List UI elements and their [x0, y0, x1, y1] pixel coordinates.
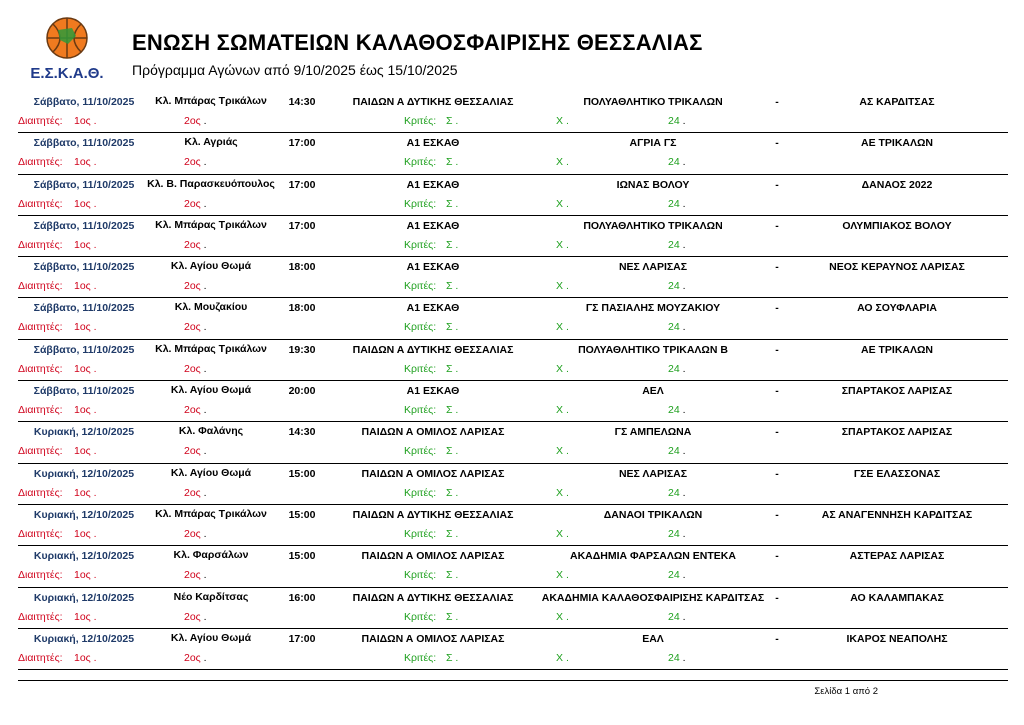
officials-line: [18, 528, 1008, 542]
home-team: ΑΚΑΔΗΜΙΑ ΦΑΡΣΑΛΩΝ ΕΝΤΕΚΑ: [570, 550, 736, 563]
shot-clock-operator: 24 .: [668, 527, 686, 540]
match-category: ΠΑΙΔΩΝ Α ΟΜΙΛΟΣ ΛΑΡΙΣΑΣ: [361, 632, 505, 645]
table-row: [18, 629, 1008, 670]
referee-2: 2ος .: [184, 197, 207, 210]
away-team: ΣΠΑΡΤΑΚΟΣ ΛΑΡΙΣΑΣ: [841, 385, 953, 398]
match-time: 17:00: [288, 219, 316, 232]
judges-label: Κριτές:: [404, 115, 437, 127]
match-venue: Νέο Καρδίτσας: [173, 591, 249, 603]
match-venue: Κλ. Φαλάνης: [178, 426, 244, 438]
away-team: ΙΚΑΡΟΣ ΝΕΑΠΟΛΗΣ: [846, 632, 948, 645]
referees-label: Διαιτητές:: [18, 362, 63, 375]
table-row: [18, 588, 1008, 629]
match-info-line: [18, 179, 1008, 195]
referee-2: 2ος .: [184, 404, 207, 417]
officials-line: [18, 363, 1008, 377]
match-category: Α1 ΕΣΚΑΘ: [406, 302, 460, 315]
referee-1: 1ος .: [74, 404, 97, 417]
shot-clock-operator: 24 .: [668, 569, 686, 582]
scorer: Σ .: [446, 197, 459, 210]
referee-1: 1ος .: [74, 445, 97, 458]
away-team: ΓΣΕ ΕΛΑΣΣΟΝΑΣ: [853, 467, 941, 480]
away-team: ΝΕΟΣ ΚΕΡΑΥΝΟΣ ΛΑΡΙΣΑΣ: [829, 261, 965, 274]
team-separator: -: [775, 508, 779, 521]
scorer: Σ .: [446, 280, 459, 293]
match-category: ΠΑΙΔΩΝ Α ΟΜΙΛΟΣ ΛΑΡΙΣΑΣ: [361, 467, 505, 480]
page-title: ΕΝΩΣΗ ΣΩΜΑΤΕΙΩΝ ΚΑΛΑΘΟΣΦΑΙΡΙΣΗΣ ΘΕΣΣΑΛΙΑΣ: [132, 30, 703, 55]
officials-line: [18, 445, 1008, 459]
match-venue: Κλ. Φαρσάλων: [173, 550, 249, 562]
officials-line: [18, 652, 1008, 666]
match-venue: Κλ. Μουζακίου: [174, 302, 248, 314]
match-info-line: [18, 592, 1008, 608]
match-date: Κυριακή, 12/10/2025: [33, 632, 135, 645]
table-row: [18, 505, 1008, 546]
team-separator: -: [775, 385, 779, 398]
team-separator: -: [775, 426, 779, 439]
table-row: [18, 546, 1008, 587]
team-separator: -: [775, 261, 779, 274]
match-time: 15:00: [288, 550, 316, 563]
scorer: Σ .: [446, 115, 459, 127]
home-team: ΝΕΣ ΛΑΡΙΣΑΣ: [618, 467, 688, 480]
table-row: [18, 175, 1008, 216]
team-separator: -: [775, 178, 779, 191]
referee-2: 2ος .: [184, 321, 207, 334]
home-team: ΕΑΛ: [642, 632, 664, 645]
away-team: ΑΟ ΣΟΥΦΛΑΡΙΑ: [857, 302, 937, 315]
timekeeper: Χ .: [556, 445, 569, 458]
referee-2: 2ος .: [184, 156, 207, 169]
match-venue: Κλ. Αγριάς: [184, 137, 238, 149]
away-team: ΔΑΝΑΟΣ 2022: [861, 178, 933, 191]
judges-label: Κριτές:: [404, 445, 437, 458]
match-time: 17:00: [288, 178, 316, 191]
judges-label: Κριτές:: [404, 569, 437, 582]
match-category: Α1 ΕΣΚΑΘ: [406, 178, 460, 191]
match-venue: Κλ. Αγίου Θωμά: [170, 632, 252, 644]
table-row: [18, 92, 1008, 133]
match-info-line: [18, 550, 1008, 566]
match-date: Σάββατο, 11/10/2025: [33, 385, 135, 398]
match-time: 18:00: [288, 261, 316, 274]
referee-1: 1ος .: [74, 280, 97, 293]
referees-label: Διαιτητές:: [18, 527, 63, 540]
shot-clock-operator: 24 .: [668, 404, 686, 417]
match-date: Κυριακή, 12/10/2025: [33, 550, 135, 563]
referee-1: 1ος .: [74, 527, 97, 540]
timekeeper: Χ .: [556, 238, 569, 251]
officials-line: [18, 156, 1008, 170]
match-date: Σάββατο, 11/10/2025: [33, 302, 135, 315]
match-info-line: [18, 96, 1008, 112]
team-separator: -: [775, 550, 779, 563]
match-category: ΠΑΙΔΩΝ Α ΔΥΤΙΚΗΣ ΘΕΣΣΑΛΙΑΣ: [352, 508, 514, 521]
home-team: ΓΣ ΠΑΣΙΑΛΗΣ ΜΟΥΖΑΚΙΟΥ: [585, 302, 721, 315]
match-venue: Κλ. Αγίου Θωμά: [170, 467, 252, 479]
timekeeper: Χ .: [556, 486, 569, 499]
match-time: 14:30: [288, 96, 316, 108]
officials-line: [18, 198, 1008, 212]
judges-label: Κριτές:: [404, 610, 437, 623]
home-team: ΠΟΛΥΑΘΛΗΤΙΚΟ ΤΡΙΚΑΛΩΝ: [583, 219, 723, 232]
team-separator: -: [775, 96, 779, 108]
referee-1: 1ος .: [74, 362, 97, 375]
home-team: ΓΣ ΑΜΠΕΛΩΝΑ: [614, 426, 692, 439]
match-category: Α1 ΕΣΚΑΘ: [406, 385, 460, 398]
away-team: ΑΣΤΕΡΑΣ ΛΑΡΙΣΑΣ: [849, 550, 945, 563]
referee-2: 2ος .: [184, 238, 207, 251]
match-info-line: [18, 220, 1008, 236]
officials-line: [18, 611, 1008, 625]
match-info-line: [18, 633, 1008, 649]
timekeeper: Χ .: [556, 362, 569, 375]
match-time: 14:30: [288, 426, 316, 439]
referee-1: 1ος .: [74, 238, 97, 251]
referees-label: Διαιτητές:: [18, 238, 63, 251]
match-info-line: [18, 426, 1008, 442]
scorer: Σ .: [446, 527, 459, 540]
timekeeper: Χ .: [556, 280, 569, 293]
judges-label: Κριτές:: [404, 527, 437, 540]
match-info-line: [18, 468, 1008, 484]
away-team: ΣΠΑΡΤΑΚΟΣ ΛΑΡΙΣΑΣ: [841, 426, 953, 439]
scorer: Σ .: [446, 238, 459, 251]
shot-clock-operator: 24 .: [668, 280, 686, 293]
referee-2: 2ος .: [184, 569, 207, 582]
eskath-logo-icon: [22, 16, 112, 82]
officials-line: [18, 569, 1008, 583]
officials-line: [18, 404, 1008, 418]
timekeeper: Χ .: [556, 197, 569, 210]
table-row: [18, 216, 1008, 257]
timekeeper: Χ .: [556, 321, 569, 334]
judges-label: Κριτές:: [404, 486, 437, 499]
timekeeper: Χ .: [556, 404, 569, 417]
referees-label: Διαιτητές:: [18, 115, 63, 127]
match-time: 18:00: [288, 302, 316, 315]
referees-label: Διαιτητές:: [18, 486, 63, 499]
referee-2: 2ος .: [184, 651, 207, 664]
referee-2: 2ος .: [184, 445, 207, 458]
referee-1: 1ος .: [74, 651, 97, 664]
match-time: 20:00: [288, 385, 316, 398]
officials-line: [18, 487, 1008, 501]
referee-2: 2ος .: [184, 115, 207, 127]
scorer: Σ .: [446, 156, 459, 169]
home-team: ΝΕΣ ΛΑΡΙΣΑΣ: [618, 261, 688, 274]
referees-label: Διαιτητές:: [18, 610, 63, 623]
match-time: 15:00: [288, 467, 316, 480]
table-row: [18, 381, 1008, 422]
referee-2: 2ος .: [184, 610, 207, 623]
referee-1: 1ος .: [74, 486, 97, 499]
judges-label: Κριτές:: [404, 362, 437, 375]
judges-label: Κριτές:: [404, 156, 437, 169]
timekeeper: Χ .: [556, 610, 569, 623]
scorer: Σ .: [446, 445, 459, 458]
scorer: Σ .: [446, 610, 459, 623]
home-team: ΠΟΛΥΑΘΛΗΤΙΚΟ ΤΡΙΚΑΛΩΝ: [583, 96, 723, 108]
timekeeper: Χ .: [556, 156, 569, 169]
referees-label: Διαιτητές:: [18, 445, 63, 458]
team-separator: -: [775, 302, 779, 315]
match-date: Σάββατο, 11/10/2025: [33, 343, 135, 356]
match-date: Σάββατο, 11/10/2025: [33, 261, 135, 274]
match-date: Σάββατο, 11/10/2025: [33, 178, 135, 191]
shot-clock-operator: 24 .: [668, 610, 686, 623]
match-category: ΠΑΙΔΩΝ Α ΟΜΙΛΟΣ ΛΑΡΙΣΑΣ: [361, 426, 505, 439]
shot-clock-operator: 24 .: [668, 156, 686, 169]
match-venue: Κλ. Μπάρας Τρικάλων: [155, 343, 267, 355]
away-team: ΑΕ ΤΡΙΚΑΛΩΝ: [860, 343, 933, 356]
officials-line: [18, 280, 1008, 294]
referees-label: Διαιτητές:: [18, 404, 63, 417]
match-info-line: [18, 137, 1008, 153]
referees-label: Διαιτητές:: [18, 156, 63, 169]
shot-clock-operator: 24 .: [668, 651, 686, 664]
shot-clock-operator: 24 .: [668, 115, 686, 127]
page-subtitle: Πρόγραμμα Αγώνων από 9/10/2025 έως 15/10/2025: [132, 62, 458, 78]
match-category: ΠΑΙΔΩΝ Α ΔΥΤΙΚΗΣ ΘΕΣΣΑΛΙΑΣ: [352, 96, 514, 108]
match-category: Α1 ΕΣΚΑΘ: [406, 261, 460, 274]
judges-label: Κριτές:: [404, 197, 437, 210]
judges-label: Κριτές:: [404, 321, 437, 334]
home-team: ΔΑΝΑΟΙ ΤΡΙΚΑΛΩΝ: [603, 508, 703, 521]
team-separator: -: [775, 467, 779, 480]
referee-1: 1ος .: [74, 115, 97, 127]
match-venue: Κλ. Αγίου Θωμά: [170, 261, 252, 273]
match-venue: Κλ. Β. Παρασκευόπουλος: [147, 178, 275, 190]
officials-line: [18, 115, 1008, 129]
match-info-line: [18, 261, 1008, 277]
scorer: Σ .: [446, 404, 459, 417]
match-date: Κυριακή, 12/10/2025: [33, 508, 135, 521]
scorer: Σ .: [446, 362, 459, 375]
match-date: Σάββατο, 11/10/2025: [33, 96, 135, 108]
match-time: 16:00: [288, 591, 316, 604]
shot-clock-operator: 24 .: [668, 238, 686, 251]
match-venue: Κλ. Αγίου Θωμά: [170, 385, 252, 397]
timekeeper: Χ .: [556, 651, 569, 664]
match-time: 19:30: [288, 343, 316, 356]
away-team: ΟΛΥΜΠΙΑΚΟΣ ΒΟΛΟΥ: [842, 219, 952, 232]
home-team: ΑΕΛ: [642, 385, 664, 398]
judges-label: Κριτές:: [404, 404, 437, 417]
away-team: ΑΣ ΚΑΡΔΙΤΣΑΣ: [859, 96, 935, 108]
match-venue: Κλ. Μπάρας Τρικάλων: [155, 96, 267, 107]
away-team: ΑΟ ΚΑΛΑΜΠΑΚΑΣ: [850, 591, 944, 604]
match-info-line: [18, 509, 1008, 525]
table-row: [18, 340, 1008, 381]
referee-1: 1ος .: [74, 156, 97, 169]
match-date: Σάββατο, 11/10/2025: [33, 219, 135, 232]
shot-clock-operator: 24 .: [668, 486, 686, 499]
table-row: [18, 464, 1008, 505]
match-category: Α1 ΕΣΚΑΘ: [406, 137, 460, 150]
referee-2: 2ος .: [184, 486, 207, 499]
match-info-line: [18, 385, 1008, 401]
away-team: ΑΕ ΤΡΙΚΑΛΩΝ: [860, 137, 933, 150]
shot-clock-operator: 24 .: [668, 445, 686, 458]
match-category: ΠΑΙΔΩΝ Α ΟΜΙΛΟΣ ΛΑΡΙΣΑΣ: [361, 550, 505, 563]
match-category: ΠΑΙΔΩΝ Α ΔΥΤΙΚΗΣ ΘΕΣΣΑΛΙΑΣ: [352, 343, 514, 356]
scorer: Σ .: [446, 569, 459, 582]
home-team: ΑΚΑΔΗΜΙΑ ΚΑΛΑΘΟΣΦΑΙΡΙΣΗΣ ΚΑΡΔΙΤΣΑΣ: [541, 591, 765, 604]
team-separator: -: [775, 591, 779, 604]
referee-1: 1ος .: [74, 197, 97, 210]
away-team: ΑΣ ΑΝΑΓΕΝΝΗΣΗ ΚΑΡΔΙΤΣΑΣ: [821, 508, 973, 521]
home-team: ΙΩΝΑΣ ΒΟΛΟΥ: [616, 178, 690, 191]
match-time: 17:00: [288, 137, 316, 150]
referees-label: Διαιτητές:: [18, 569, 63, 582]
judges-label: Κριτές:: [404, 280, 437, 293]
match-time: 17:00: [288, 632, 316, 645]
team-separator: -: [775, 632, 779, 645]
match-category: ΠΑΙΔΩΝ Α ΔΥΤΙΚΗΣ ΘΕΣΣΑΛΙΑΣ: [352, 591, 514, 604]
scorer: Σ .: [446, 321, 459, 334]
team-separator: -: [775, 219, 779, 232]
table-row: [18, 422, 1008, 463]
shot-clock-operator: 24 .: [668, 362, 686, 375]
judges-label: Κριτές:: [404, 651, 437, 664]
timekeeper: Χ .: [556, 527, 569, 540]
match-date: Κυριακή, 12/10/2025: [33, 426, 135, 439]
footer-divider: [18, 680, 1008, 681]
home-team: ΑΓΡΙΑ ΓΣ: [629, 137, 677, 150]
referees-label: Διαιτητές:: [18, 197, 63, 210]
team-separator: -: [775, 137, 779, 150]
shot-clock-operator: 24 .: [668, 197, 686, 210]
scorer: Σ .: [446, 486, 459, 499]
referee-2: 2ος .: [184, 527, 207, 540]
table-row: [18, 257, 1008, 298]
home-team: ΠΟΛΥΑΘΛΗΤΙΚΟ ΤΡΙΚΑΛΩΝ Β: [578, 343, 728, 356]
referees-label: Διαιτητές:: [18, 280, 63, 293]
match-info-line: [18, 344, 1008, 360]
logo-text: Ε.Σ.Κ.Α.Θ.: [30, 65, 104, 82]
match-time: 15:00: [288, 508, 316, 521]
match-list: [18, 92, 1008, 670]
match-date: Κυριακή, 12/10/2025: [33, 467, 135, 480]
scorer: Σ .: [446, 651, 459, 664]
document-header: [0, 0, 1024, 92]
timekeeper: Χ .: [556, 115, 569, 127]
match-category: Α1 ΕΣΚΑΘ: [406, 219, 460, 232]
referee-1: 1ος .: [74, 610, 97, 623]
officials-line: [18, 321, 1008, 335]
match-date: Κυριακή, 12/10/2025: [33, 591, 135, 604]
match-venue: Κλ. Μπάρας Τρικάλων: [155, 508, 267, 520]
page-number: Σελίδα 1 από 2: [814, 686, 878, 697]
referee-1: 1ος .: [74, 569, 97, 582]
match-venue: Κλ. Μπάρας Τρικάλων: [155, 219, 267, 231]
match-date: Σάββατο, 11/10/2025: [33, 137, 135, 150]
judges-label: Κριτές:: [404, 238, 437, 251]
officials-line: [18, 239, 1008, 253]
team-separator: -: [775, 343, 779, 356]
referees-label: Διαιτητές:: [18, 651, 63, 664]
shot-clock-operator: 24 .: [668, 321, 686, 334]
referee-1: 1ος .: [74, 321, 97, 334]
table-row: [18, 133, 1008, 174]
referees-label: Διαιτητές:: [18, 321, 63, 334]
timekeeper: Χ .: [556, 569, 569, 582]
table-row: [18, 298, 1008, 339]
referee-2: 2ος .: [184, 280, 207, 293]
referee-2: 2ος .: [184, 362, 207, 375]
match-info-line: [18, 302, 1008, 318]
